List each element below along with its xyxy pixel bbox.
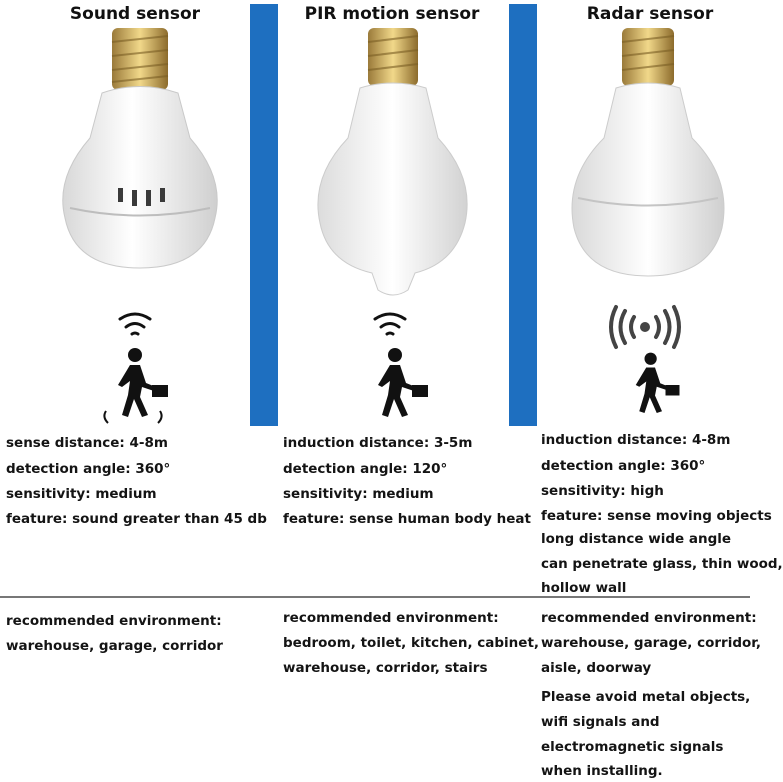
sound-wave-icon xyxy=(110,305,160,339)
spec-line: feature: sound greater than 45 db xyxy=(6,511,267,527)
light-bulb-icon xyxy=(560,18,740,318)
column-title-sound: Sound sensor xyxy=(69,4,201,24)
spec-line: feature: sense human body heat xyxy=(283,511,531,527)
light-bulb-icon xyxy=(290,18,490,318)
environment-line: recommended environment: xyxy=(6,613,222,629)
environment-line: electromagnetic signals xyxy=(541,739,724,755)
column-title-pir: PIR motion sensor xyxy=(304,4,480,24)
spec-line: can penetrate glass, thin wood, xyxy=(541,556,783,572)
spec-line: long distance wide angle xyxy=(541,531,732,547)
environment-line: Please avoid metal objects, xyxy=(541,689,751,705)
section-divider xyxy=(0,596,750,598)
radar-wave-icon xyxy=(610,305,680,349)
spec-line: sensitivity: high xyxy=(541,483,664,499)
environment-line: recommended environment: xyxy=(541,610,757,626)
spec-line: detection angle: 360° xyxy=(541,458,706,474)
blue-divider-left xyxy=(250,4,278,426)
environment-line: wifi signals and xyxy=(541,714,660,730)
spec-line: feature: sense moving objects xyxy=(541,508,772,524)
spec-line: induction distance: 3-5m xyxy=(283,435,473,451)
environment-line: warehouse, garage, corridor, xyxy=(541,635,762,651)
spec-line: sense distance: 4-8m xyxy=(6,435,168,451)
environment-line: when installing. xyxy=(541,763,663,779)
spec-line: hollow wall xyxy=(541,580,627,596)
environment-line: warehouse, garage, corridor xyxy=(6,638,223,654)
environment-line: recommended environment: xyxy=(283,610,499,626)
light-bulb-icon xyxy=(40,18,240,318)
walking-person-icon xyxy=(620,350,690,420)
spec-line: induction distance: 4-8m xyxy=(541,432,731,448)
blue-divider-right xyxy=(509,4,537,426)
spec-line: sensitivity: medium xyxy=(283,486,434,502)
environment-line: bedroom, toilet, kitchen, cabinet, xyxy=(283,635,540,651)
spec-line: detection angle: 120° xyxy=(283,461,448,477)
spec-line: detection angle: 360° xyxy=(6,461,171,477)
environment-line: warehouse, corridor, stairs xyxy=(283,660,488,676)
walking-person-icon xyxy=(100,345,180,425)
pir-wave-icon xyxy=(365,305,415,339)
column-title-radar: Radar sensor xyxy=(586,4,714,24)
spec-line: sensitivity: medium xyxy=(6,486,157,502)
environment-line: aisle, doorway xyxy=(541,660,652,676)
walking-person-icon xyxy=(360,345,440,425)
